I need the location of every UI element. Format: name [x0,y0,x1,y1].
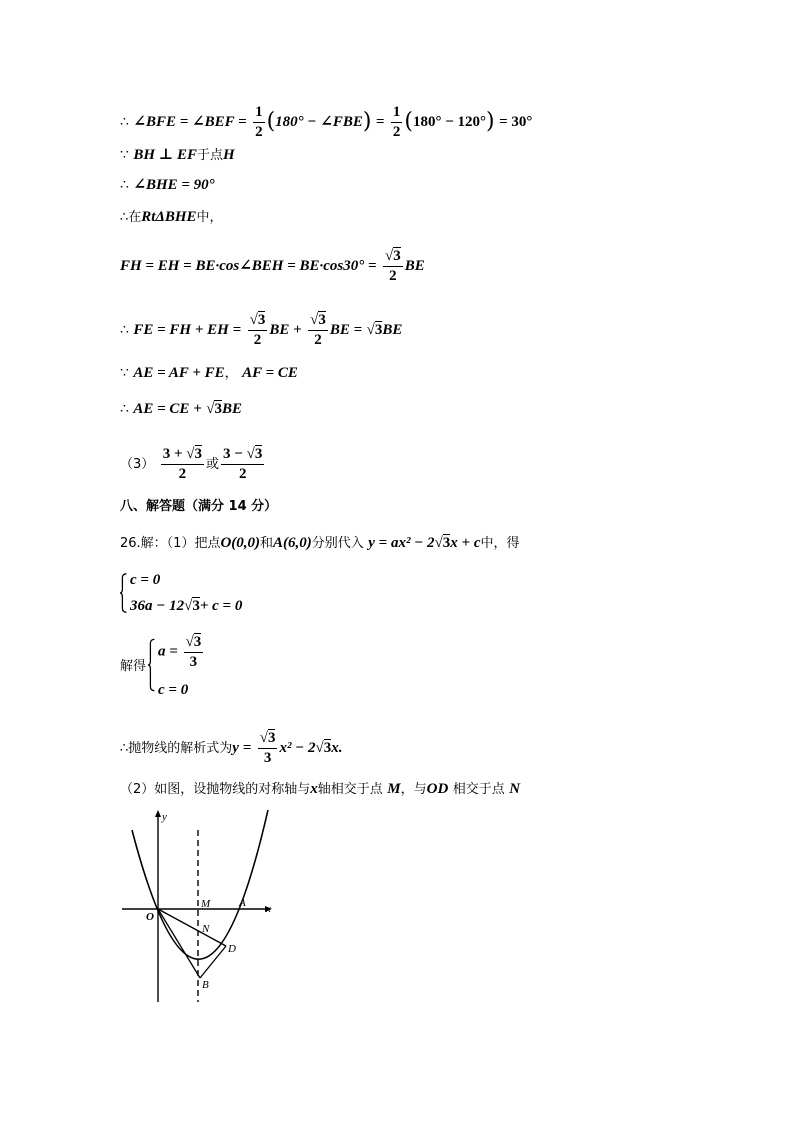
frac-den: 3 [263,749,272,766]
ae-equation: AE = AF + FE [133,365,225,381]
frac-num [383,248,403,267]
line-od-ref: OD [426,781,449,797]
parabola-general: y = ax² − 2 [368,535,435,551]
frac-num [161,446,204,465]
point-h: H [222,147,235,163]
point-m-ref: M [387,781,401,797]
line-bh-perp [120,148,235,163]
parabola-figure [118,808,288,1008]
text-and: 和 [260,536,274,551]
radicand: 3 [323,740,332,756]
sqrt-symbol: √3 [310,312,326,328]
radicand: 3 [194,446,203,462]
frac-num [258,730,278,749]
solution-label: 解得 [120,659,147,674]
be-plus: BE + [269,322,302,338]
frac-den: 2 [178,465,187,482]
label-m: M [201,898,211,910]
be-term: BE [404,258,425,274]
sys1-row2 [130,598,242,615]
label-a: A [239,897,246,909]
radicand: 3 [193,634,202,650]
parabola-curve [132,810,268,959]
answer-fraction-2 [221,446,264,482]
line-part2 [120,782,520,797]
be-term: BE [221,401,242,417]
therefore-symbol: ∴ [120,114,129,130]
text-therefore-in: ∴在 [120,210,142,225]
frac-den: 2 [255,123,263,140]
text-intersect: 轴相交于点 [317,782,383,797]
y-equals: y = [232,740,252,756]
label-b: B [202,979,209,991]
frac-num [308,312,328,331]
num-prefix: 3 + [162,446,183,462]
label-y: y [162,811,167,823]
sys1-r2-prefix: 36a − 12 [130,598,185,614]
line-bd [200,946,226,978]
frac-den: 2 [238,465,247,482]
sqrt-symbol: √3 [206,401,222,417]
sqrt-symbol: √3 [315,740,332,756]
radicand: 3 [318,312,326,328]
angle-equation: ∠BFE = ∠BEF = [133,114,247,130]
line-q26 [120,536,520,551]
frac-num: 1 [253,104,265,123]
sqrt-symbol: √3 [185,634,202,650]
radicand: 3 [254,446,263,462]
result-30: = 30° [499,114,533,130]
therefore-symbol: ∴ [120,401,129,417]
line-angle-bhe [120,178,215,193]
brace-icon [120,568,128,618]
paren-open: ( [266,109,276,134]
line-fh-eh [120,248,425,284]
text-with: ，与 [400,782,427,797]
sys1-r2-suffix: + c = 0 [199,598,243,614]
frac-den: 2 [392,123,401,140]
equation-system-2 [148,632,348,700]
a-equals: a = [158,643,178,660]
radicand: 3 [393,248,401,264]
line-part3-answer [120,446,266,482]
radicand: 3 [267,730,276,746]
be-equals: BE = [329,322,363,338]
line-in-rt-triangle [120,210,223,225]
paren-close: ) [362,109,372,134]
text-substitute: 分别代入 [311,536,364,551]
because-symbol: ∵ [120,365,129,381]
sys2-row1 [158,634,205,670]
be-term: BE [382,322,403,338]
x-axis-ref: x [310,781,318,797]
x-term: x. [331,740,343,756]
frac-den: 2 [389,267,397,284]
sqrt-symbol: √3 [186,446,203,462]
radicand: 3 [192,598,200,614]
sys1-row1: c = 0 [130,572,161,588]
fraction-sqrt3-over-2 [248,312,268,348]
equation-system-1 [120,568,320,620]
perp-statement: BH ⊥ EF [133,147,197,163]
sqrt-symbol: √3 [246,446,263,462]
therefore-symbol: ∴ [120,177,129,193]
angle-bhe-90: ∠BHE = 90° [133,177,215,193]
paren-open: ( [404,109,413,134]
fraction-half-2 [391,104,403,140]
text-yudian: 于点 [196,148,223,163]
sqrt-symbol: √3 [434,535,451,551]
point-o: O(0,0) [220,535,261,551]
line-parabola-equation [120,730,343,766]
parabola-tail: x + c [450,535,481,551]
line-od [158,909,226,946]
paren-close: ) [486,109,495,134]
radicand: 3 [214,401,222,417]
fraction-sqrt3-over-2 [308,312,328,348]
sqrt-symbol: √3 [184,598,200,614]
sys2-row2: c = 0 [158,682,189,698]
fraction-half-1 [253,104,265,140]
frac-num [184,634,204,653]
section-heading: 八、解答题（满分 14 分） [120,499,278,514]
radicand: 3 [257,312,266,328]
text-intersect-point: 相交于点 [452,782,505,797]
q26-intro: 26.解：（1）把点 [120,536,221,551]
line-angle-bfe [120,104,532,140]
frac-den: 2 [253,331,262,348]
sqrt-symbol: √3 [385,248,401,264]
y-axis-arrow-icon [155,810,161,817]
fe-equation: FE = FH + EH = [133,322,242,338]
num-prefix: 3 − [223,446,243,462]
fh-eh-equation: FH = EH = BE·cos∠BEH = BE·cos30° = [120,258,377,274]
fraction-sqrt3-over-2 [383,248,403,284]
frac-num [248,312,268,331]
sqrt-symbol: √3 [366,322,383,338]
fraction-sqrt3-over-3 [258,730,278,766]
line-fe [120,312,402,348]
equals-sign: = [375,114,385,130]
line-ae-af-fe [120,366,298,381]
frac-den: 2 [314,331,322,348]
part2-intro: （2）如图，设抛物线的对称轴与 [120,782,311,797]
because-symbol: ∵ [120,147,129,163]
text-zhong: 中， [196,210,223,225]
fraction-sqrt3-over-3 [184,634,204,670]
brace-icon [148,632,156,698]
line-ob [158,909,200,978]
radicand: 3 [374,322,383,338]
label-x: x [266,903,271,915]
af-ce: AF = CE [242,365,298,381]
frac-num: 1 [391,104,403,123]
point-n-ref: N [509,781,521,797]
ae-ce-plus: AE = CE + [133,401,202,417]
text-or: 或 [206,457,220,472]
frac-num [221,446,264,465]
point-a: A(6,0) [273,535,312,551]
frac-den: 3 [189,653,198,670]
therefore-symbol: ∴ [120,322,129,338]
parabola-intro: ∴抛物线的解析式为 [120,741,233,756]
label-n: N [202,923,210,935]
comma: ， [224,366,238,381]
line-ae-result [120,402,242,417]
x-squared-minus: x² − 2 [279,740,316,756]
part3-label: （3） [120,457,155,472]
radicand: 3 [442,535,451,551]
sqrt-symbol: √3 [259,730,276,746]
sqrt-symbol: √3 [249,312,266,328]
label-d: D [228,943,236,955]
paren-content-2: 180° − 120° [413,114,487,130]
paren-content-1: 180° − ∠FBE [275,114,363,130]
answer-fraction-1 [161,446,204,482]
label-o: O [146,911,154,923]
text-get: 中，得 [480,536,520,551]
rt-triangle-bhe: RtΔBHE [141,209,197,225]
